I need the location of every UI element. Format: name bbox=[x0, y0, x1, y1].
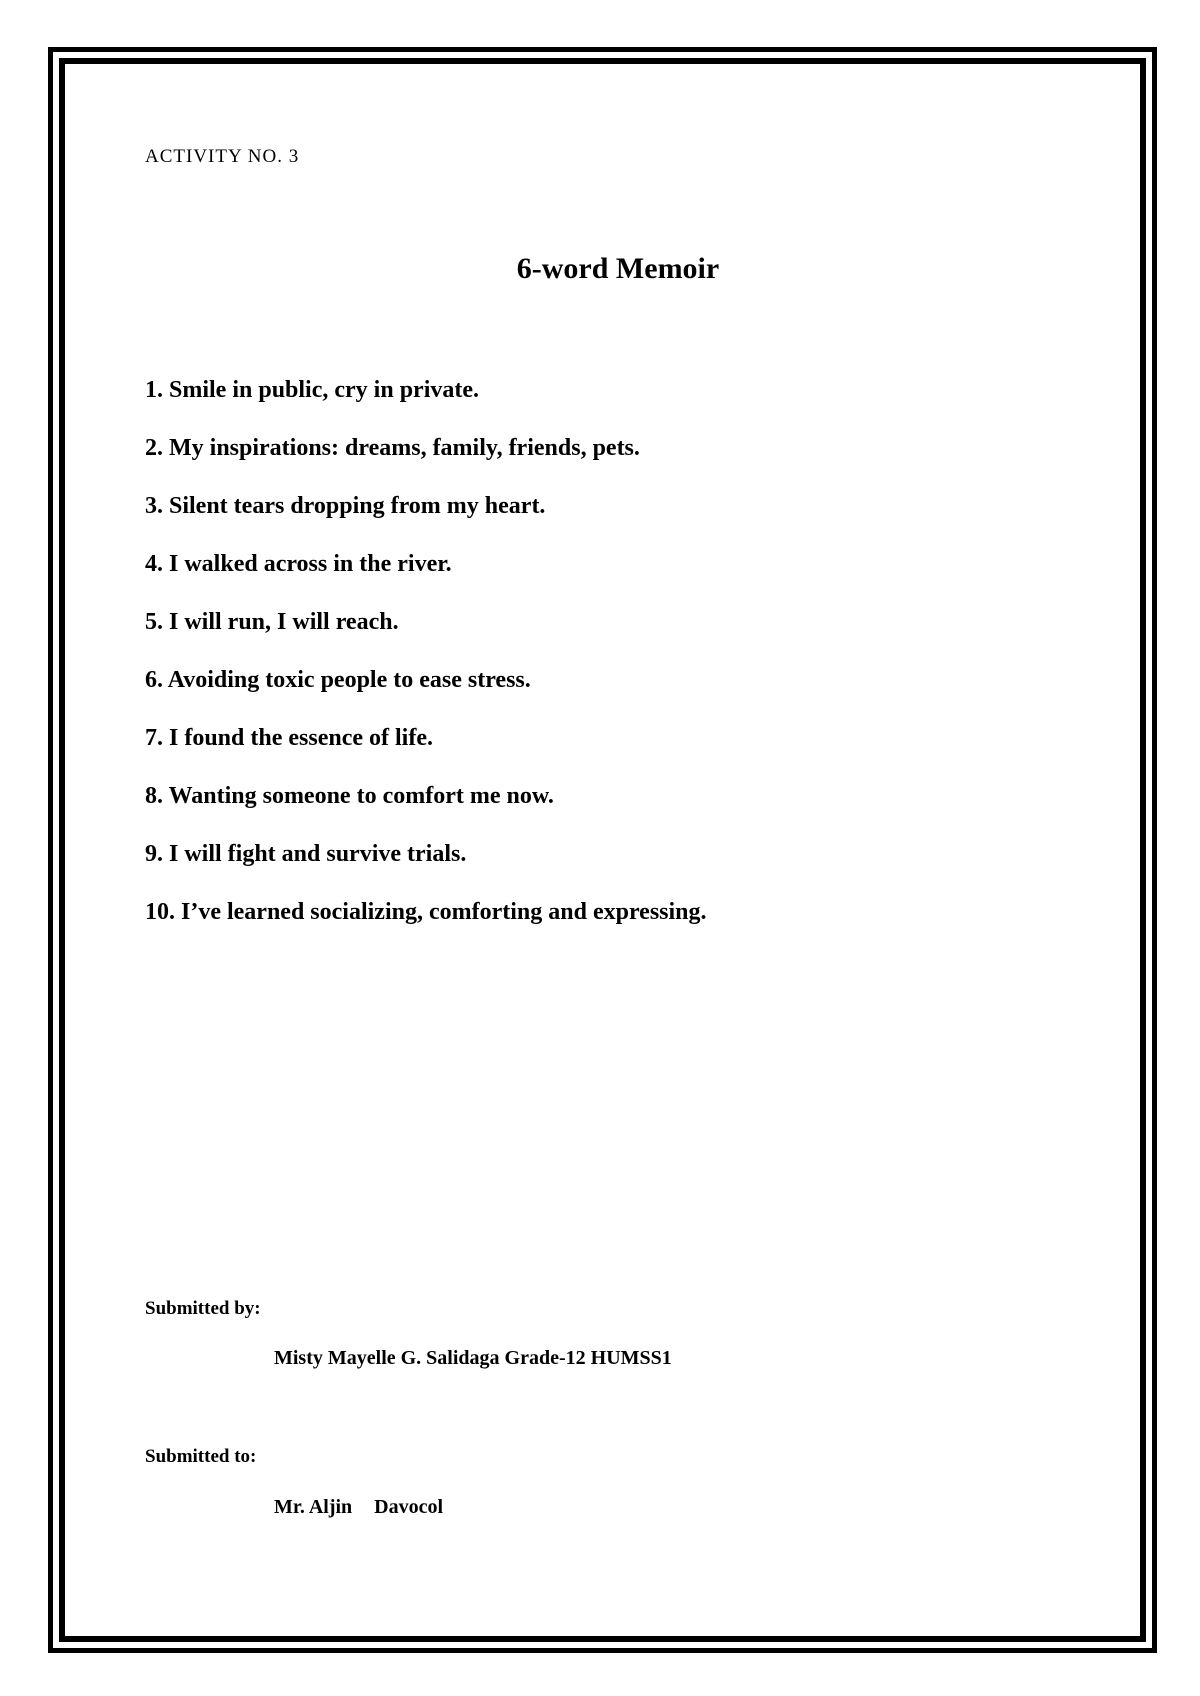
memoir-item-2: 2. My inspirations: dreams, family, friends, pets. bbox=[145, 435, 640, 461]
activity-number: ACTIVITY NO. 3 bbox=[145, 146, 300, 167]
memoir-item-8: 8. Wanting someone to comfort me now. bbox=[145, 783, 554, 809]
teacher-last-name: Davocol bbox=[374, 1496, 444, 1518]
memoir-list bbox=[145, 375, 707, 955]
memoir-item-5: 5. I will run, I will reach. bbox=[145, 609, 399, 635]
memoir-item-1: 1. Smile in public, cry in private. bbox=[145, 377, 480, 403]
teacher-first-name: Mr. Aljin bbox=[274, 1496, 353, 1518]
memoir-item-3: 3. Silent tears dropping from my heart. bbox=[145, 493, 546, 519]
submitted-by-name: Misty Mayelle G. Salidaga Grade-12 HUMSS1 bbox=[274, 1347, 672, 1369]
submitted-to-label: Submitted to: bbox=[145, 1446, 257, 1467]
memoir-item-7: 7. I found the essence of life. bbox=[145, 725, 433, 751]
memoir-item-6: 6. Avoiding toxic people to ease stress. bbox=[145, 667, 531, 693]
memoir-item-9: 9. I will fight and survive trials. bbox=[145, 841, 467, 867]
submitted-to-name bbox=[274, 1496, 443, 1519]
memoir-item-10: 10. I’ve learned socializing, comforting and expressing. bbox=[145, 899, 707, 925]
submitted-by-label: Submitted by: bbox=[145, 1298, 261, 1319]
document-title: 6-word Memoir bbox=[516, 252, 720, 285]
memoir-item-4: 4. I walked across in the river. bbox=[145, 551, 452, 577]
